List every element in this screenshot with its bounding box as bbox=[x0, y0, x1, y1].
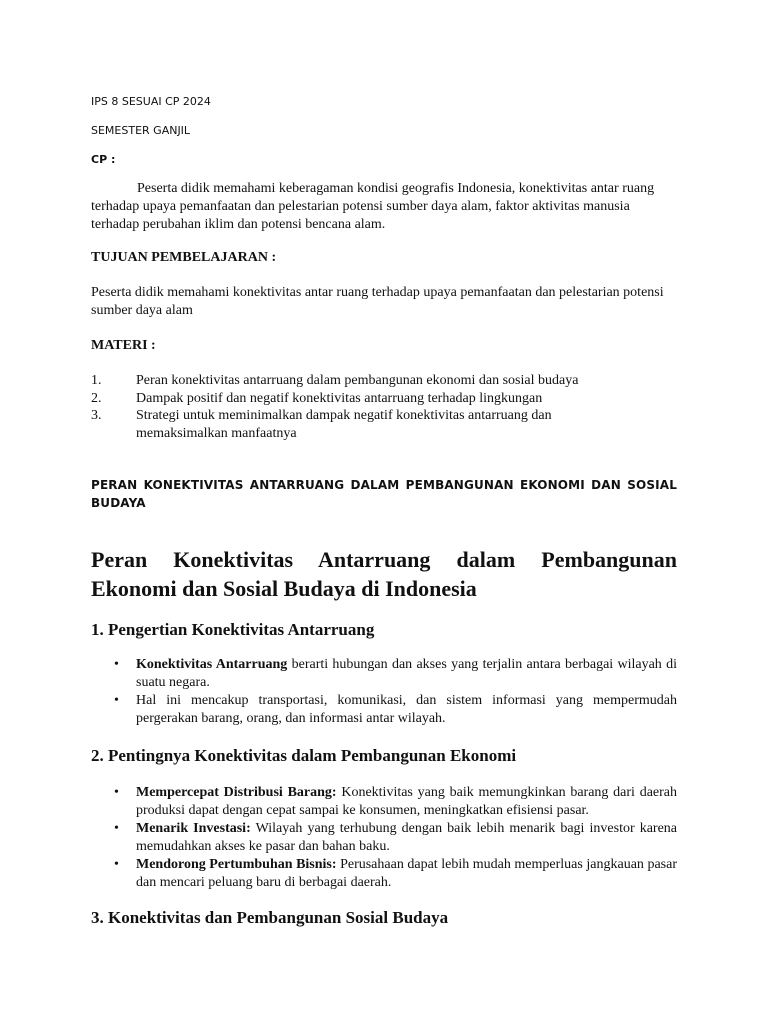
doc-subject-line: IPS 8 SESUAI CP 2024 bbox=[91, 95, 211, 108]
list-item bbox=[91, 692, 677, 728]
term: Mendorong Pertumbuhan Bisnis: bbox=[136, 857, 337, 872]
list-item bbox=[91, 407, 677, 425]
materi-list bbox=[91, 372, 677, 442]
bullet-icon: • bbox=[114, 857, 119, 872]
list-item-text: memaksimalkan manfaatnya bbox=[136, 425, 297, 441]
list-item bbox=[91, 372, 677, 390]
list-item-text: Strategi untuk meminimalkan dampak negatif konektivitas antarruang dan bbox=[136, 408, 552, 423]
tujuan-paragraph: Peserta didik memahami konektivitas antar ruang terhadap upaya pemanfaatan dan pelestarian potensi sumber daya alam bbox=[91, 285, 664, 318]
section2-list bbox=[91, 784, 677, 892]
list-item bbox=[91, 856, 677, 892]
term: Mempercepat Distribusi Barang: bbox=[136, 785, 337, 800]
list-item bbox=[91, 425, 677, 443]
description: Konektivitas yang baik memungkinkan barang dari daerah produksi dapat dengan cepat sampai ke konsumen, meningkatkan efisiensi pasar. bbox=[136, 785, 677, 818]
bullet-icon: • bbox=[114, 821, 119, 836]
caps-section-heading: PERAN KONEKTIVITAS ANTARRUANG DALAM PEMBANGUNAN EKONOMI DAN SOSIAL BUDAYA bbox=[91, 478, 677, 510]
list-item bbox=[91, 390, 677, 408]
description: Wilayah yang terhubung dengan baik lebih menarik bagi investor karena memudahkan akses ke pasar dan bahan baku. bbox=[136, 821, 677, 854]
bullet-icon: • bbox=[114, 693, 119, 708]
list-item bbox=[91, 656, 677, 692]
description: Perusahaan dapat lebih mudah memperluas jangkauan pasar dan mencari peluang baru di berbagai daerah. bbox=[136, 857, 677, 890]
list-item-number: 2. bbox=[91, 390, 102, 406]
cp-label: CP : bbox=[91, 153, 116, 166]
cp-paragraph: Peserta didik memahami keberagaman kondisi geografis Indonesia, konektivitas antar ruang terhadap upaya pemanfaatan dan pelestarian potensi sumber daya alam, faktor aktivitas manusia terhadap perubahan iklim dan potensi bencana alam. bbox=[91, 181, 655, 232]
section1-list bbox=[91, 656, 677, 728]
list-item bbox=[91, 820, 677, 856]
materi-heading: MATERI : bbox=[91, 338, 156, 353]
section3-heading: 3. Konektivitas dan Pembangunan Sosial Budaya bbox=[91, 908, 449, 927]
description: Hal ini mencakup transportasi, komunikasi, dan sistem informasi yang mempermudah pergerakan barang, orang, dan informasi antar wilayah. bbox=[136, 693, 677, 726]
list-item bbox=[91, 784, 677, 820]
bullet-icon: • bbox=[114, 785, 119, 800]
main-title: Peran Konektivitas Antarruang dalam Pembangunan Ekonomi dan Sosial Budaya di Indonesia bbox=[91, 547, 677, 601]
doc-semester-line: SEMESTER GANJIL bbox=[91, 124, 191, 137]
list-item-text: Peran konektivitas antarruang dalam pembangunan ekonomi dan sosial budaya bbox=[136, 373, 579, 388]
section2-heading: 2. Pentingnya Konektivitas dalam Pembangunan Ekonomi bbox=[91, 746, 517, 765]
bullet-icon: • bbox=[114, 657, 119, 672]
list-item-text: Dampak positif dan negatif konektivitas antarruang terhadap lingkungan bbox=[136, 390, 543, 406]
term: Konektivitas Antarruang bbox=[136, 657, 288, 672]
term: Menarik Investasi: bbox=[136, 821, 251, 836]
tujuan-heading: TUJUAN PEMBELAJARAN : bbox=[91, 250, 277, 265]
section1-heading: 1. Pengertian Konektivitas Antarruang bbox=[91, 620, 375, 639]
list-item-number: 1. bbox=[91, 373, 102, 388]
list-item-number: 3. bbox=[91, 408, 102, 423]
description: berarti hubungan dan akses yang terjalin antara berbagai wilayah di suatu negara. bbox=[136, 657, 677, 690]
